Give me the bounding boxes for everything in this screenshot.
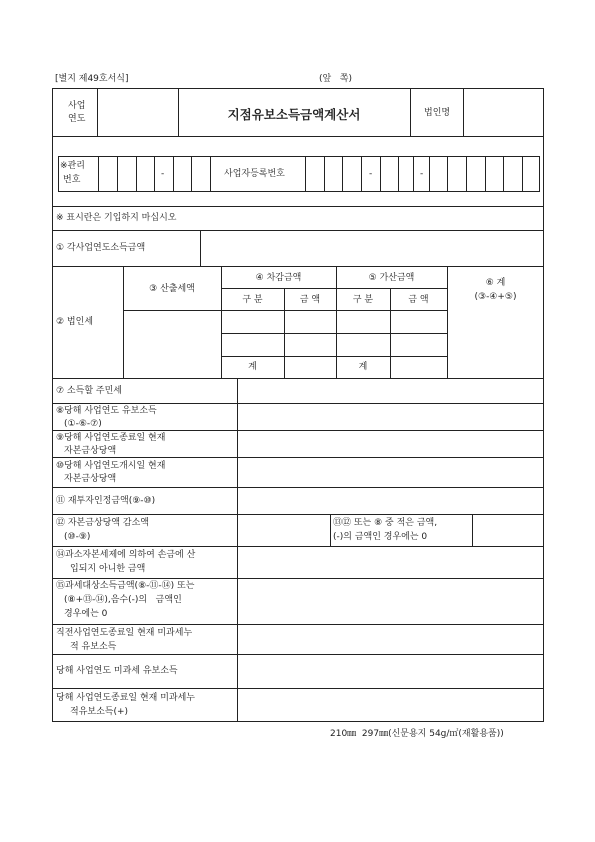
row6-label-1: ⑥ 계 [485,278,506,288]
row7-input[interactable] [238,379,543,402]
deduct-amount-header: 금 액 [299,295,321,305]
row18-label-2: 적유보소득(+) [70,707,129,717]
row1-label: ① 각사업연도소득금액 [56,243,146,253]
row9-label-1: ⑨당해 사업연도종료일 현재 [56,433,166,443]
year-label-1: 사업 [68,101,86,111]
row8-label-2: (①-⑥-⑦) [64,419,102,429]
deduct-sum-label: 계 [248,362,257,372]
mgmt-number-box [58,156,540,192]
row15-label-1: ⑮과세대상소득금액(⑧-⑪-⑭) 또는 [56,581,195,591]
row14-input[interactable] [238,547,543,577]
row10-label-2: 자본금상당액 [64,474,117,484]
mgmt-dash-3: - [420,169,424,179]
mgmt-dash-2: - [369,169,373,179]
row4-label: ④ 차감금액 [255,273,302,283]
row2-label: ② 법인세 [56,317,94,327]
paper-spec: 210㎜ 297㎜(신문용지 54g/㎡(재활용품)) [330,729,504,739]
row13-input[interactable] [473,515,543,545]
row14-label-2: 입되지 아니한 금액 [70,564,146,574]
row9-label-2: 자본금상당액 [64,446,117,456]
year-label-2: 연도 [68,114,86,124]
row15-label-2: (⑧+⑬-⑭),음수(-)의 금액인 [64,595,182,605]
row15-label-3: 경우에는 0 [64,609,108,619]
row15-input[interactable] [238,579,543,623]
row18-label-1: 당해 사업연도종료일 현재 미과세누 [56,693,195,703]
deduct-gubun-header: 구 분 [242,295,263,305]
row3-label: ③ 산출세액 [149,284,195,294]
row1-input[interactable] [201,231,543,265]
row11-label: ⑪ 재투자인정금액(⑨-⑩) [56,496,156,506]
row12-label-1: ⑫ 자본금상당액 감소액 [56,518,149,528]
form-title: 지점유보소득금액계산서 [227,107,361,122]
add-gubun-header: 구 분 [352,295,374,305]
add-sum-label: 계 [358,362,368,372]
page-side-label: (앞 쪽) [319,74,352,84]
business-year-field[interactable] [98,89,177,135]
row17-label: 당해 사업연도 미과세 유보소득 [56,666,178,676]
row5-label: ⑤ 가산금액 [368,273,415,283]
row17-input[interactable] [238,655,543,687]
note-text: ※ 표시란은 기입하지 마십시오 [56,213,177,223]
corp-name-label: 법인명 [424,108,451,118]
form-number: [별지 제49호서식] [55,74,129,84]
row9-input[interactable] [238,431,543,456]
row14-label-1: ⑭과소자본세제에 의하여 손금에 산 [56,550,196,560]
row8-input[interactable] [238,404,543,429]
row16-label-1: 직전사업연도종료일 현재 미과세누 [56,628,193,638]
row18-input[interactable] [238,689,543,721]
mgmt-label-2: 번호 [63,175,81,185]
row10-label-1: ⑩당해 사업연도개시일 현재 [56,461,166,471]
row7-label: ⑦ 소득할 주민세 [56,386,122,396]
row6-label-2: (③-④+⑤) [474,292,517,302]
row8-label-1: ⑧당해 사업연도 유보소득 [56,406,157,416]
row10-input[interactable] [238,458,543,486]
row11-input[interactable] [238,488,543,513]
add-amount-header: 금 액 [408,295,429,305]
row16-label-2: 적 유보소득 [70,642,117,652]
row13-label-2: (-)의 금액인 경우에는 0 [333,532,428,542]
mgmt-label-1: ※관리 [60,161,85,171]
row16-input[interactable] [238,625,543,653]
row12-label-2: (⑩-⑨) [64,532,91,542]
row12-input[interactable] [238,515,329,545]
biz-reg-label: 사업자등록번호 [224,169,285,179]
corp-name-field[interactable] [464,89,543,135]
mgmt-dash-1: - [161,169,165,179]
row13-label-1: ⑬⑫ 또는 ⑧ 중 적은 금액, [333,518,438,528]
